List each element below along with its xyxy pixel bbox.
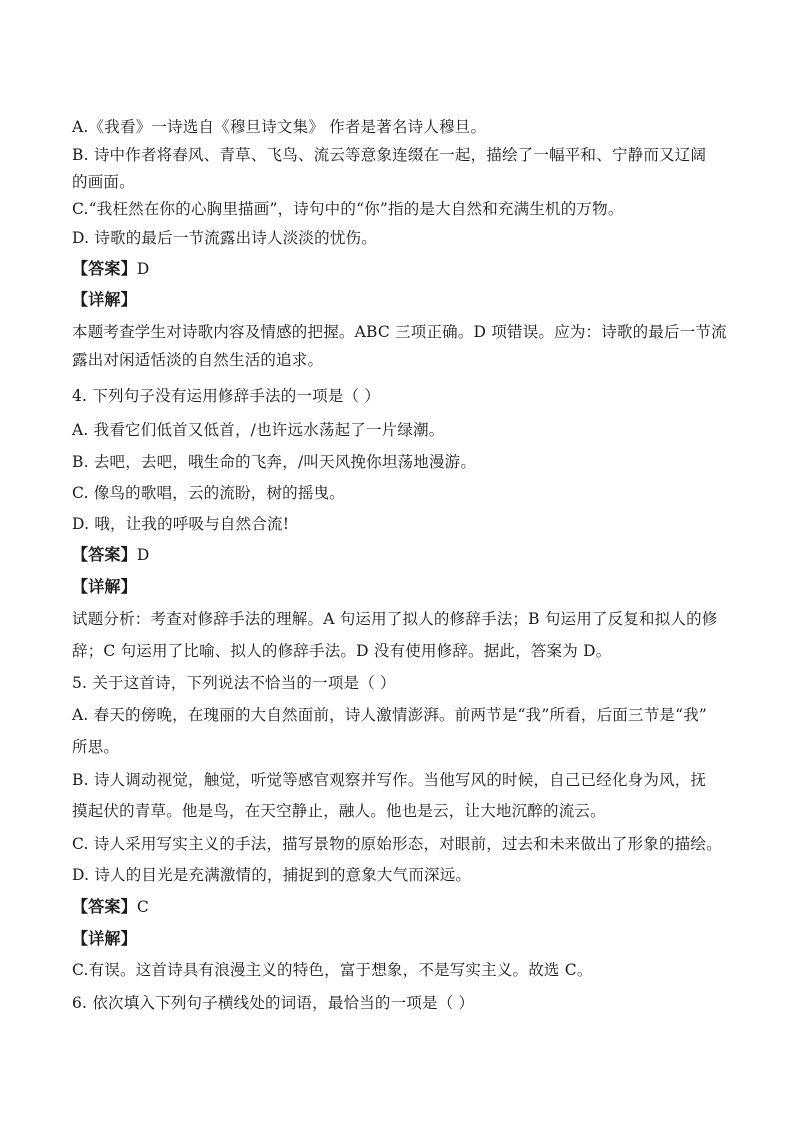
explain-label: 【详解】 (72, 290, 137, 309)
q3-explain-label (72, 290, 734, 310)
q3-option-b-cont: 的画面。 (72, 173, 135, 191)
q3-option-a: A.《我看》一诗选自《穆旦诗文集》 作者是著名诗人穆旦。 (72, 118, 487, 136)
q5-option-c: C. 诗人采用写实主义的手法，描写景物的原始形态，对眼前，过去和未来做出了形象的描绘。 (72, 835, 722, 853)
q4-option-d: D. 哦，让我的呼吸与自然合流! (72, 515, 290, 533)
q5-option-b-cont: 摸起伏的青草。他是鸟，在天空静止，融人。他也是云，让大地沉醉的流云。 (72, 802, 606, 820)
q5-explain-label (72, 929, 734, 949)
q5-explanation: C.有误。这首诗具有浪漫主义的特色，富于想象，不是写实主义。故选 C。 (72, 961, 593, 979)
q5-answer (72, 897, 734, 917)
q3-option-c: C.“我枉然在你的心胸里描画”，诗句中的“你”指的是大自然和充满生机的万物。 (72, 200, 624, 218)
q4-option-b: B. 去吧，去吧，哦生命的飞奔，/叫天风挽你坦荡地漫游。 (72, 453, 477, 471)
q5-option-a-cont: 所思。 (72, 738, 120, 756)
q5-stem: 5. 关于这首诗，下列说法不恰当的一项是（ ） (72, 674, 396, 692)
q3-answer (72, 259, 734, 279)
q3-option-d: D. 诗歌的最后一节流露出诗人淡淡的忧伤。 (72, 229, 377, 247)
q6-stem: 6. 依次填入下列句子横线处的词语，最恰当的一项是（ ） (72, 994, 475, 1012)
q5-option-b: B. 诗人调动视觉，触觉，听觉等感官观察并写作。当他写风的时候，自己已经化身为风，抚 (72, 771, 707, 789)
q4-stem: 4. 下列句子没有运用修辞手法的一项是（ ） (72, 387, 381, 405)
answer-label: 【答案】 (72, 545, 137, 564)
q4-option-a: A. 我看它们低首又低首，/也许远水荡起了一片绿潮。 (72, 421, 445, 439)
answer-label: 【答案】 (72, 259, 137, 278)
q3-option-b: B. 诗中作者将春风、青草、飞鸟、流云等意象连缀在一起，描绘了一幅平和、宁静而又辽阔 (72, 146, 707, 164)
answer-value: C (136, 898, 149, 916)
answer-label: 【答案】 (72, 897, 137, 916)
q5-option-d: D. 诗人的目光是充满激情的，捕捉到的意象大气而深远。 (72, 866, 472, 884)
q4-explanation: 试题分析：考查对修辞手法的理解。A 句运用了拟人的修辞手法；B 句运用了反复和拟人的修 (72, 610, 718, 628)
explain-label: 【详解】 (72, 577, 137, 596)
q4-answer (72, 545, 734, 565)
q3-explanation-cont: 露出对闲适恬淡的自然生活的追求。 (72, 351, 324, 369)
q4-explain-label (72, 577, 734, 597)
answer-value: D (136, 260, 150, 278)
q4-explanation-cont: 辞；C 句运用了比喻、拟人的修辞手法。D 没有使用修辞。据此，答案为 D。 (72, 642, 612, 660)
q4-option-c: C. 像鸟的歌唱，云的流盼，树的摇曳。 (72, 484, 345, 502)
explain-label: 【详解】 (72, 929, 137, 948)
answer-value: D (136, 546, 150, 564)
q5-option-a: A. 春天的傍晚，在瑰丽的大自然面前，诗人激情澎湃。前两节是“我”所看，后面三节是“我” (72, 706, 708, 724)
q3-explanation: 本题考查学生对诗歌内容及情感的把握。ABC 三项正确。D 项错误。应为：诗歌的最后一节流 (72, 323, 727, 341)
